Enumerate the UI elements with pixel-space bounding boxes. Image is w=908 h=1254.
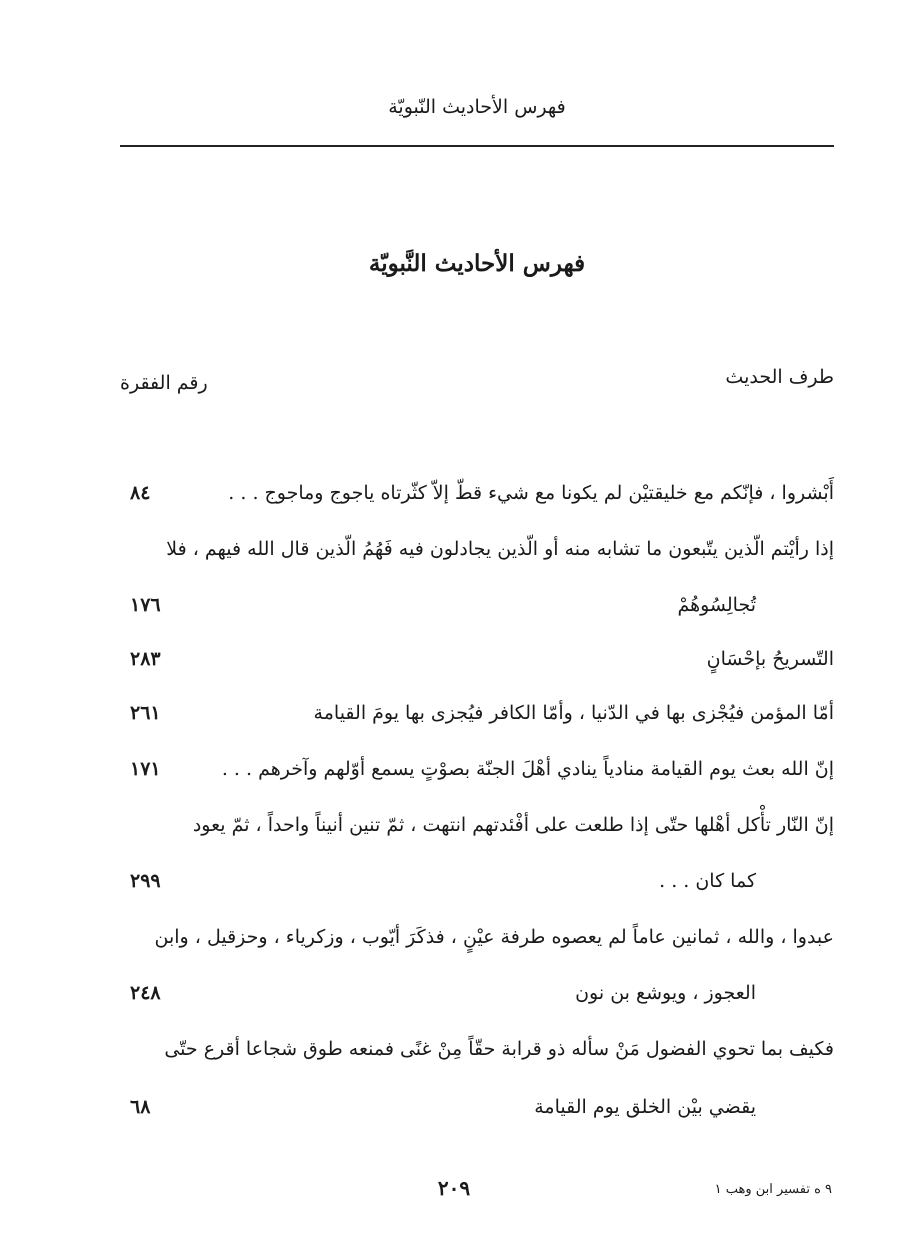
paragraph-number: ٢٩٩	[130, 870, 161, 892]
entry-text: إنّ النّار تأْكل أهْلها حتّى إذا طلعت على أفْئدتهم انتهت ، ثمّ تنين أنيناً واحداً ، ثمّ يعود	[192, 814, 834, 836]
header-rule	[120, 145, 834, 147]
paragraph-number: ٢٨٣	[130, 648, 161, 670]
paragraph-number: ٢٤٨	[130, 982, 161, 1004]
paragraph-number: ٦٨	[130, 1096, 151, 1118]
entry-text: فكيف بما تحوي الفضول مَنْ سأله ذو قرابة حقّاً مِنْ غنًى فمنعه طوق شجاعا أقرع حتّى	[164, 1038, 834, 1060]
entry-text: إذا رأيْتم الّذين يتّبعون ما تشابه منه أو الّذين يجادلون فيه فَهُمُ الّذين قال الله فيهم ، فلا	[166, 538, 834, 560]
entry-text: أَبْشروا ، فإنّكم مع خليقتيْن لم يكونا مع شيء قطّ إلاّ كثّرتاه ياجوج وماجوج . . .	[228, 482, 834, 504]
entry-text: العجوز ، ويوشع بن نون	[575, 982, 756, 1004]
entry-text: التّسريحُ بإحْسَانٍ	[706, 648, 834, 670]
running-header: فهرس الأحاديث النّبويّة	[388, 96, 566, 118]
entry-text: يقضي بيْن الخلق يوم القيامة	[534, 1096, 756, 1118]
entry-text: تُجالِسُوهُمْ	[677, 594, 756, 616]
paragraph-number: ١٧٦	[130, 594, 161, 616]
paragraph-number: ٨٤	[130, 482, 151, 504]
entry-text: كما كان . . .	[659, 870, 756, 892]
paragraph-number: ٢٦١	[130, 702, 161, 724]
paragraph-number: ١٧١	[130, 758, 161, 780]
entry-text: أمّا المؤمن فيُجْزى بها في الدّنيا ، وأمّا الكافر فيُجزى بها يومَ القيامة	[313, 702, 834, 724]
column-header-paragraph: رقم الفقرة	[120, 372, 208, 394]
column-header-hadith: طرف الحديث	[725, 366, 834, 388]
entry-text: إنّ الله بعث يوم القيامة منادياً ينادي أهْلَ الجنّة بصوْتٍ يسمع أوّلهم وآخرهم . . .	[221, 758, 834, 780]
index-title: فهرس الأحاديث النَّبويّة	[368, 250, 586, 277]
signature-mark: ٩ ه تفسير ابن وهب ١	[714, 1182, 832, 1197]
page-number: ٢٠٩	[437, 1176, 471, 1200]
entry-text: عبدوا ، والله ، ثمانين عاماً لم يعصوه طرفة عيْنٍ ، فذكَرَ أيّوب ، وزكرياء ، وحزقيل ، وابن	[154, 926, 834, 948]
